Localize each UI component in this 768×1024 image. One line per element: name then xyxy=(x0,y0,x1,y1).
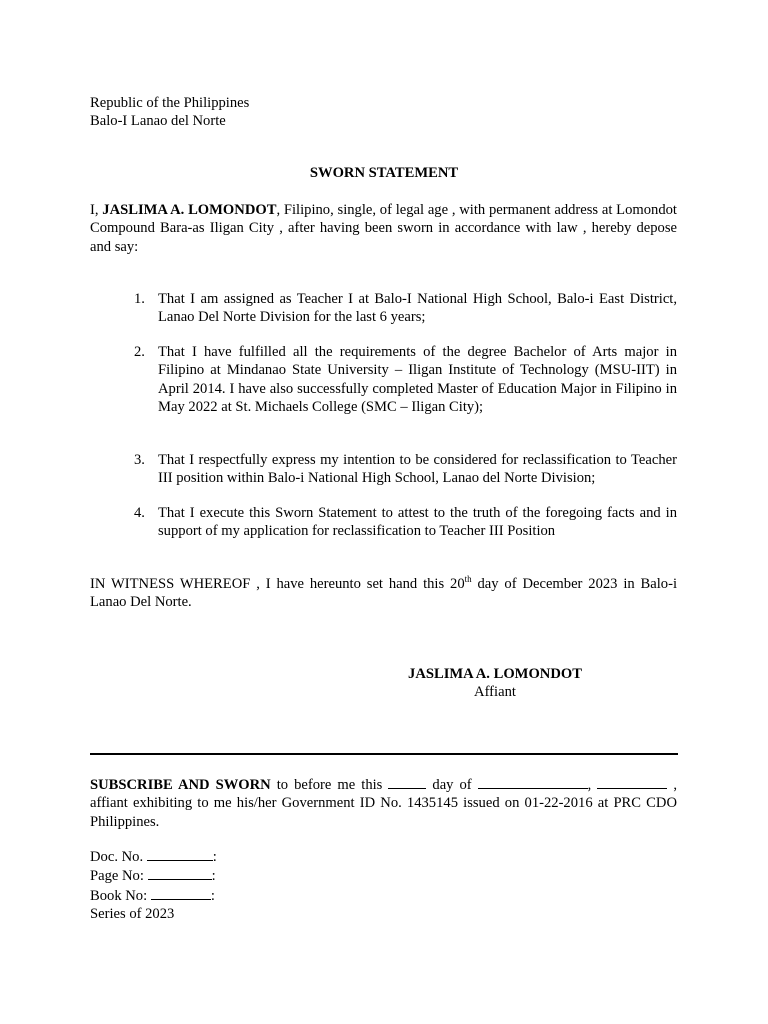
book-number-label: Book No: xyxy=(90,887,151,904)
item-text: That I respectfully express my intention to be considered for reclassification to Teacher III position within Balo-i National High School, Lanao del Norte Division; xyxy=(158,452,677,487)
month-blank xyxy=(478,775,588,789)
jurat-text: to before me this xyxy=(270,777,389,793)
letterhead xyxy=(90,94,677,131)
intro-paragraph xyxy=(90,201,677,256)
jurat-lead: SUBSCRIBE AND SWORN xyxy=(90,777,271,793)
day-blank xyxy=(388,775,426,789)
signature-name: JASLIMA A. LOMONDOT xyxy=(408,666,582,682)
item-text: That I execute this Sworn Statement to attest to the truth of the foregoing facts and in support of my application for reclassification to Teacher III Position xyxy=(158,505,677,540)
jurat-text: day of xyxy=(426,777,478,793)
witness-paragraph xyxy=(90,575,677,612)
witness-text-after: day of December 2023 in Balo-i Lanao Del Norte. xyxy=(90,576,678,611)
item-number: 2. xyxy=(134,344,145,360)
item-number: 4. xyxy=(134,505,145,521)
jurat-paragraph xyxy=(90,775,677,831)
doc-number-blank xyxy=(147,847,213,861)
signature-block xyxy=(380,665,610,702)
document-title: SWORN STATEMENT xyxy=(309,165,459,181)
doc-number-label: Doc. No. xyxy=(90,849,147,865)
item-number: 3. xyxy=(134,452,145,468)
book-number-blank xyxy=(151,886,211,900)
intro-text: , Filipino, single, of legal age , with permanent address at Lomondot Compound Bara-as Iligan City , after having been sworn in accordance with law , hereby depose and say: xyxy=(90,202,677,255)
section-divider xyxy=(90,753,678,755)
series-line: Series of 2023 xyxy=(90,905,175,922)
header-location: Balo-I Lanao del Norte xyxy=(90,113,226,130)
page-number-line xyxy=(90,866,677,885)
witness-text-before: IN WITNESS WHEREOF , I have hereunto set hand this 20 xyxy=(90,576,465,592)
book-number-line xyxy=(90,886,677,905)
signature-role: Affiant xyxy=(474,684,516,701)
header-country: Republic of the Philippines xyxy=(90,95,250,111)
notary-details xyxy=(90,847,677,923)
page-number-label: Page No: xyxy=(90,868,148,885)
jurat-text: , affiant exhibiting to me his/her Government ID No. 1435145 issued on 01-22-2016 at PRC CDO Philippines. xyxy=(90,777,678,830)
item-text: That I have fulfilled all the requirements of the degree Bachelor of Arts major in Filipino at Mindanao State University – Iligan Institute of Technology (MSU-IIT) in April 2014. I have also successfully completed Master of Education Major in Filipino in May 2022 at St. Michaels College (SMC – Iligan City); xyxy=(158,344,677,415)
item-text: That I am assigned as Teacher I at Balo-I National High School, Balo-i East District, Lanao Del Norte Division for the last 6 years; xyxy=(158,291,677,326)
page-number-blank xyxy=(148,866,212,880)
item-number: 1. xyxy=(134,291,145,307)
book-number-colon: : xyxy=(210,887,215,904)
doc-number-colon: : xyxy=(212,849,217,865)
affiant-name: JASLIMA A. LOMONDOT xyxy=(102,202,277,218)
doc-number-line xyxy=(90,847,677,866)
year-blank xyxy=(597,775,667,789)
jurat-text: , xyxy=(587,777,598,793)
page-number-colon: : xyxy=(211,868,216,885)
intro-prefix: I, xyxy=(90,202,103,218)
ordinal-suffix: th xyxy=(464,574,472,585)
